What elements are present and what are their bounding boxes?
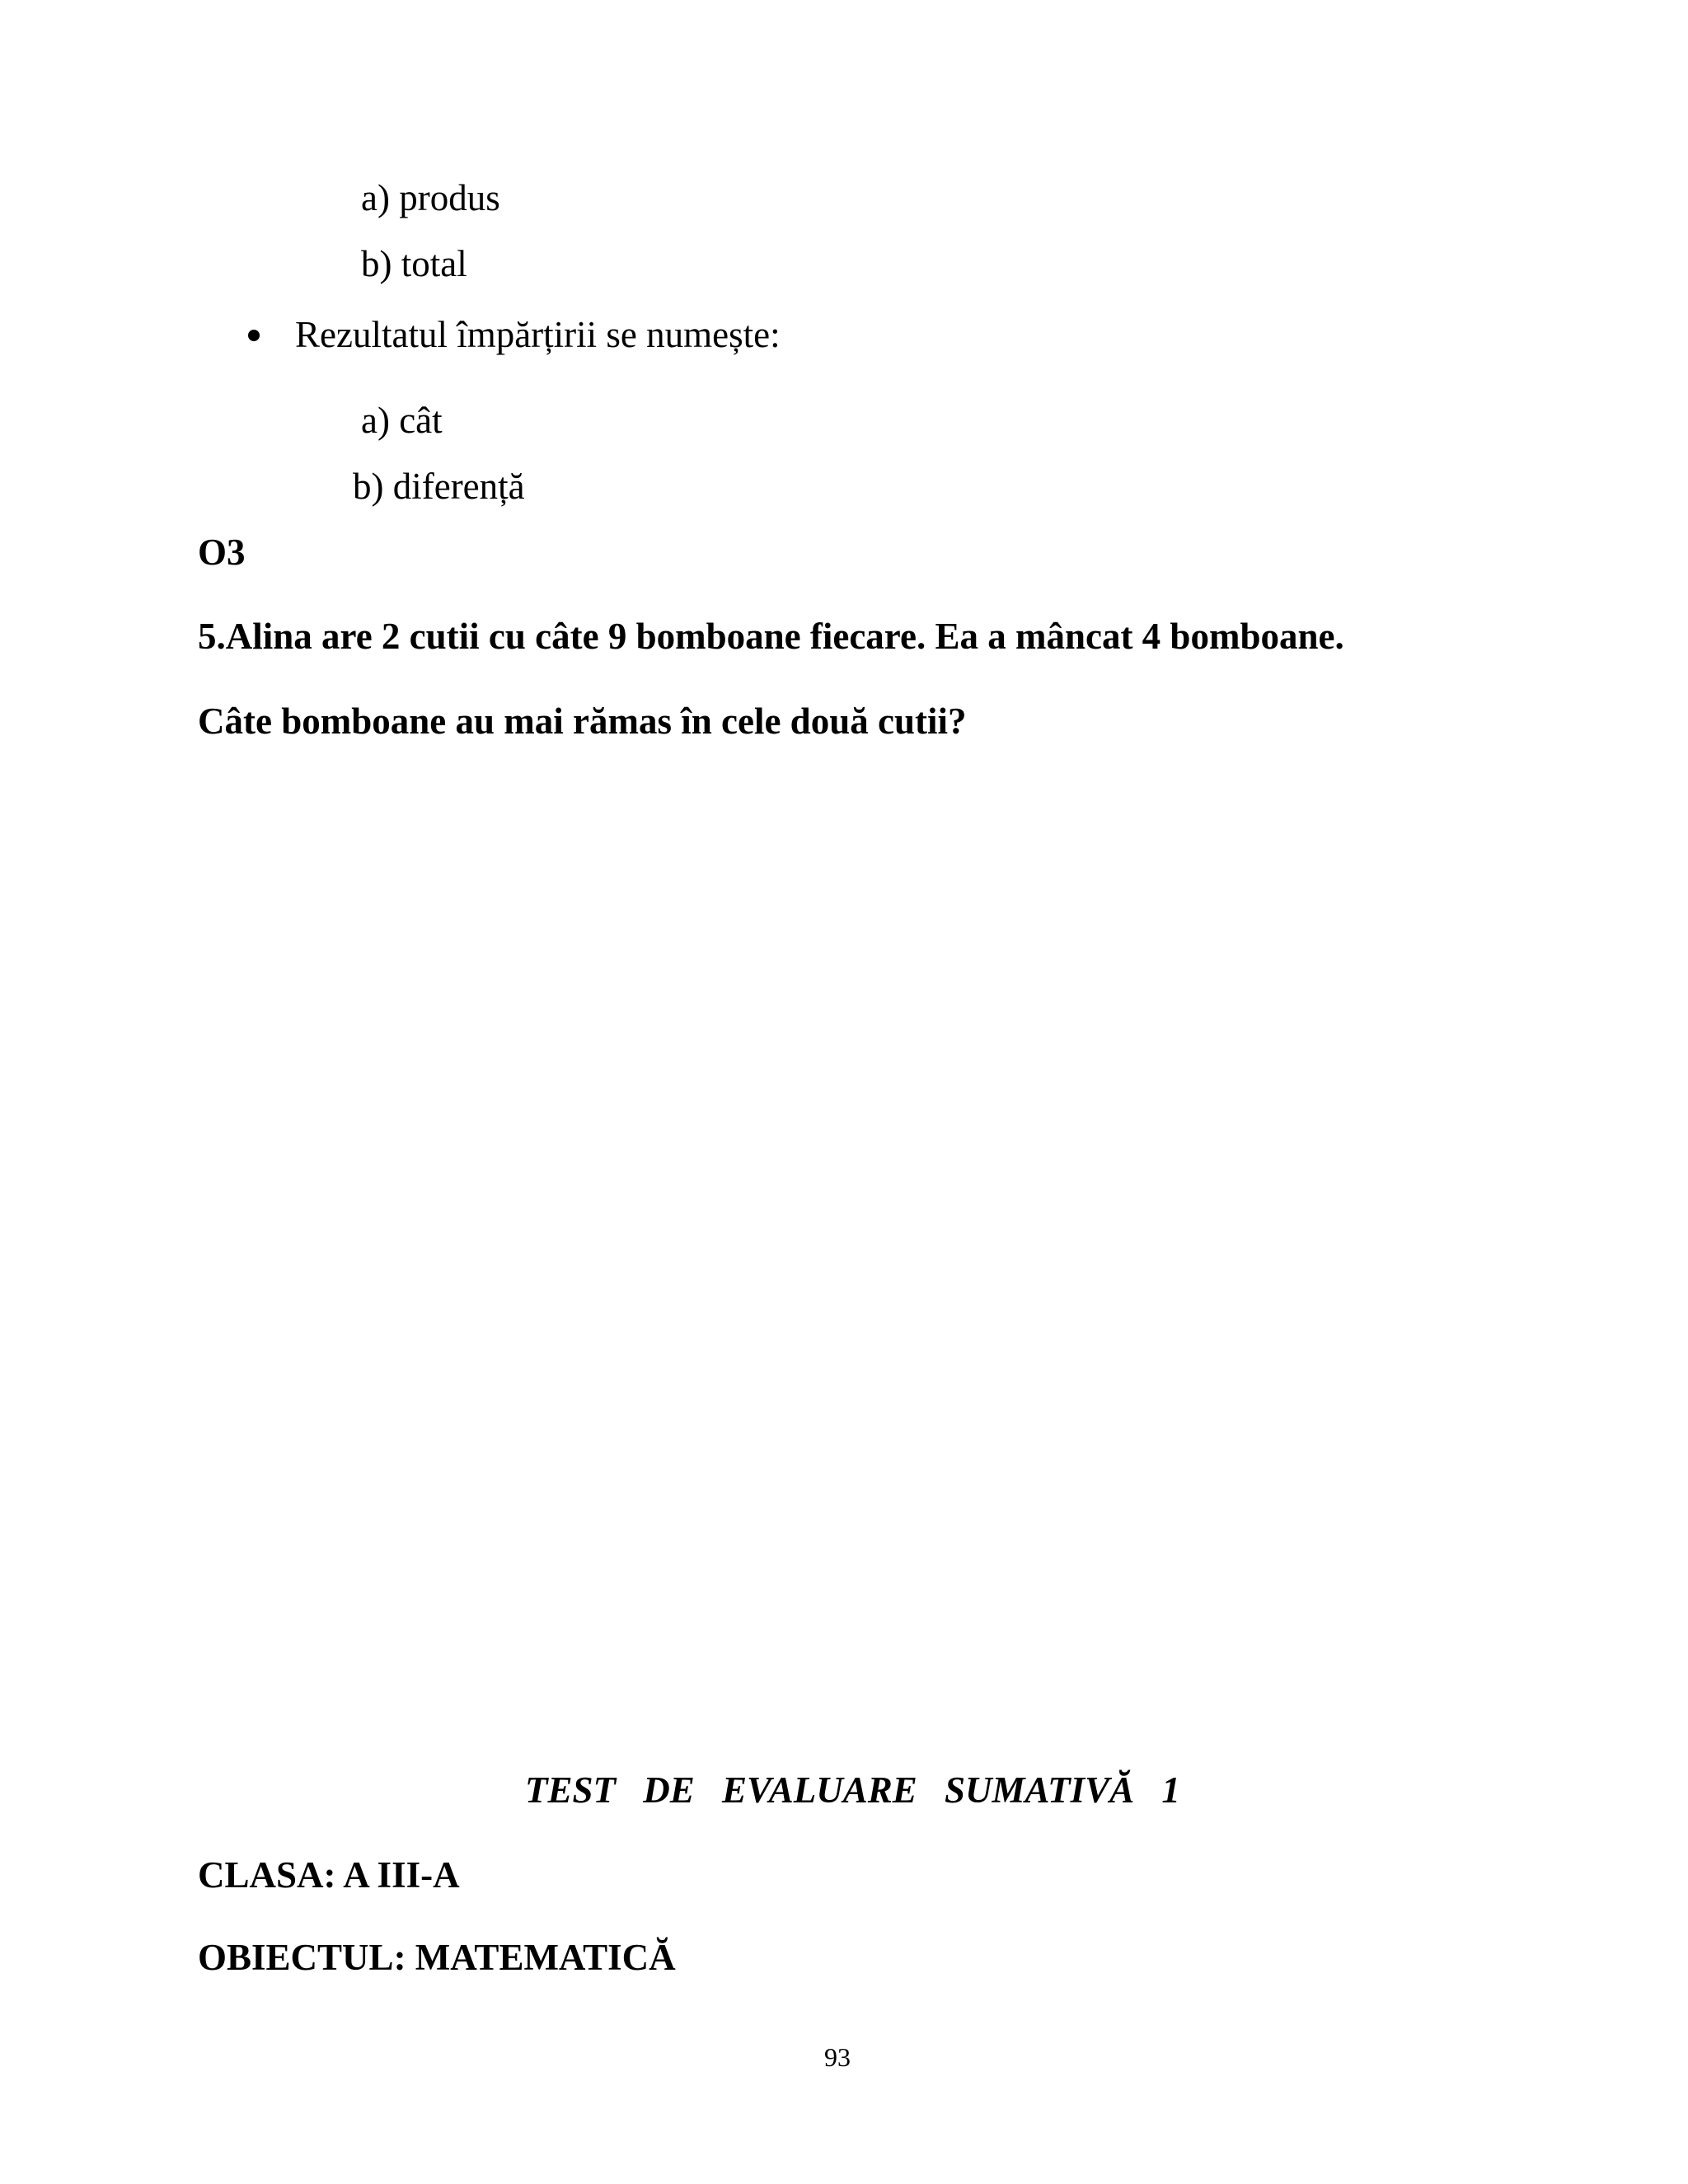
class-line: CLASA: A III-A bbox=[198, 1854, 460, 1896]
subject-line: OBIECTUL: MATEMATICĂ bbox=[198, 1937, 676, 1978]
answer-option-a-produs: a) produs bbox=[361, 177, 500, 218]
bullet-icon bbox=[248, 330, 260, 341]
test-title: TEST DE EVALUARE SUMATIVĂ 1 bbox=[525, 1769, 1180, 1811]
page-number: 93 bbox=[824, 2042, 851, 2072]
question-impartire: Rezultatul împărțirii se numește: bbox=[295, 314, 781, 355]
answer-option-a-cat: a) cât bbox=[361, 400, 443, 441]
problem-statement-line1: 5.Alina are 2 cutii cu câte 9 bomboane fiecare. Ea a mâncat 4 bomboane. bbox=[198, 616, 1344, 657]
problem-statement-line2: Câte bomboane au mai rămas în cele două cutii? bbox=[198, 701, 967, 742]
objective-label: O3 bbox=[198, 532, 246, 573]
answer-option-b-total: b) total bbox=[361, 243, 467, 284]
answer-option-b-diferenta: b) diferență bbox=[353, 466, 525, 507]
